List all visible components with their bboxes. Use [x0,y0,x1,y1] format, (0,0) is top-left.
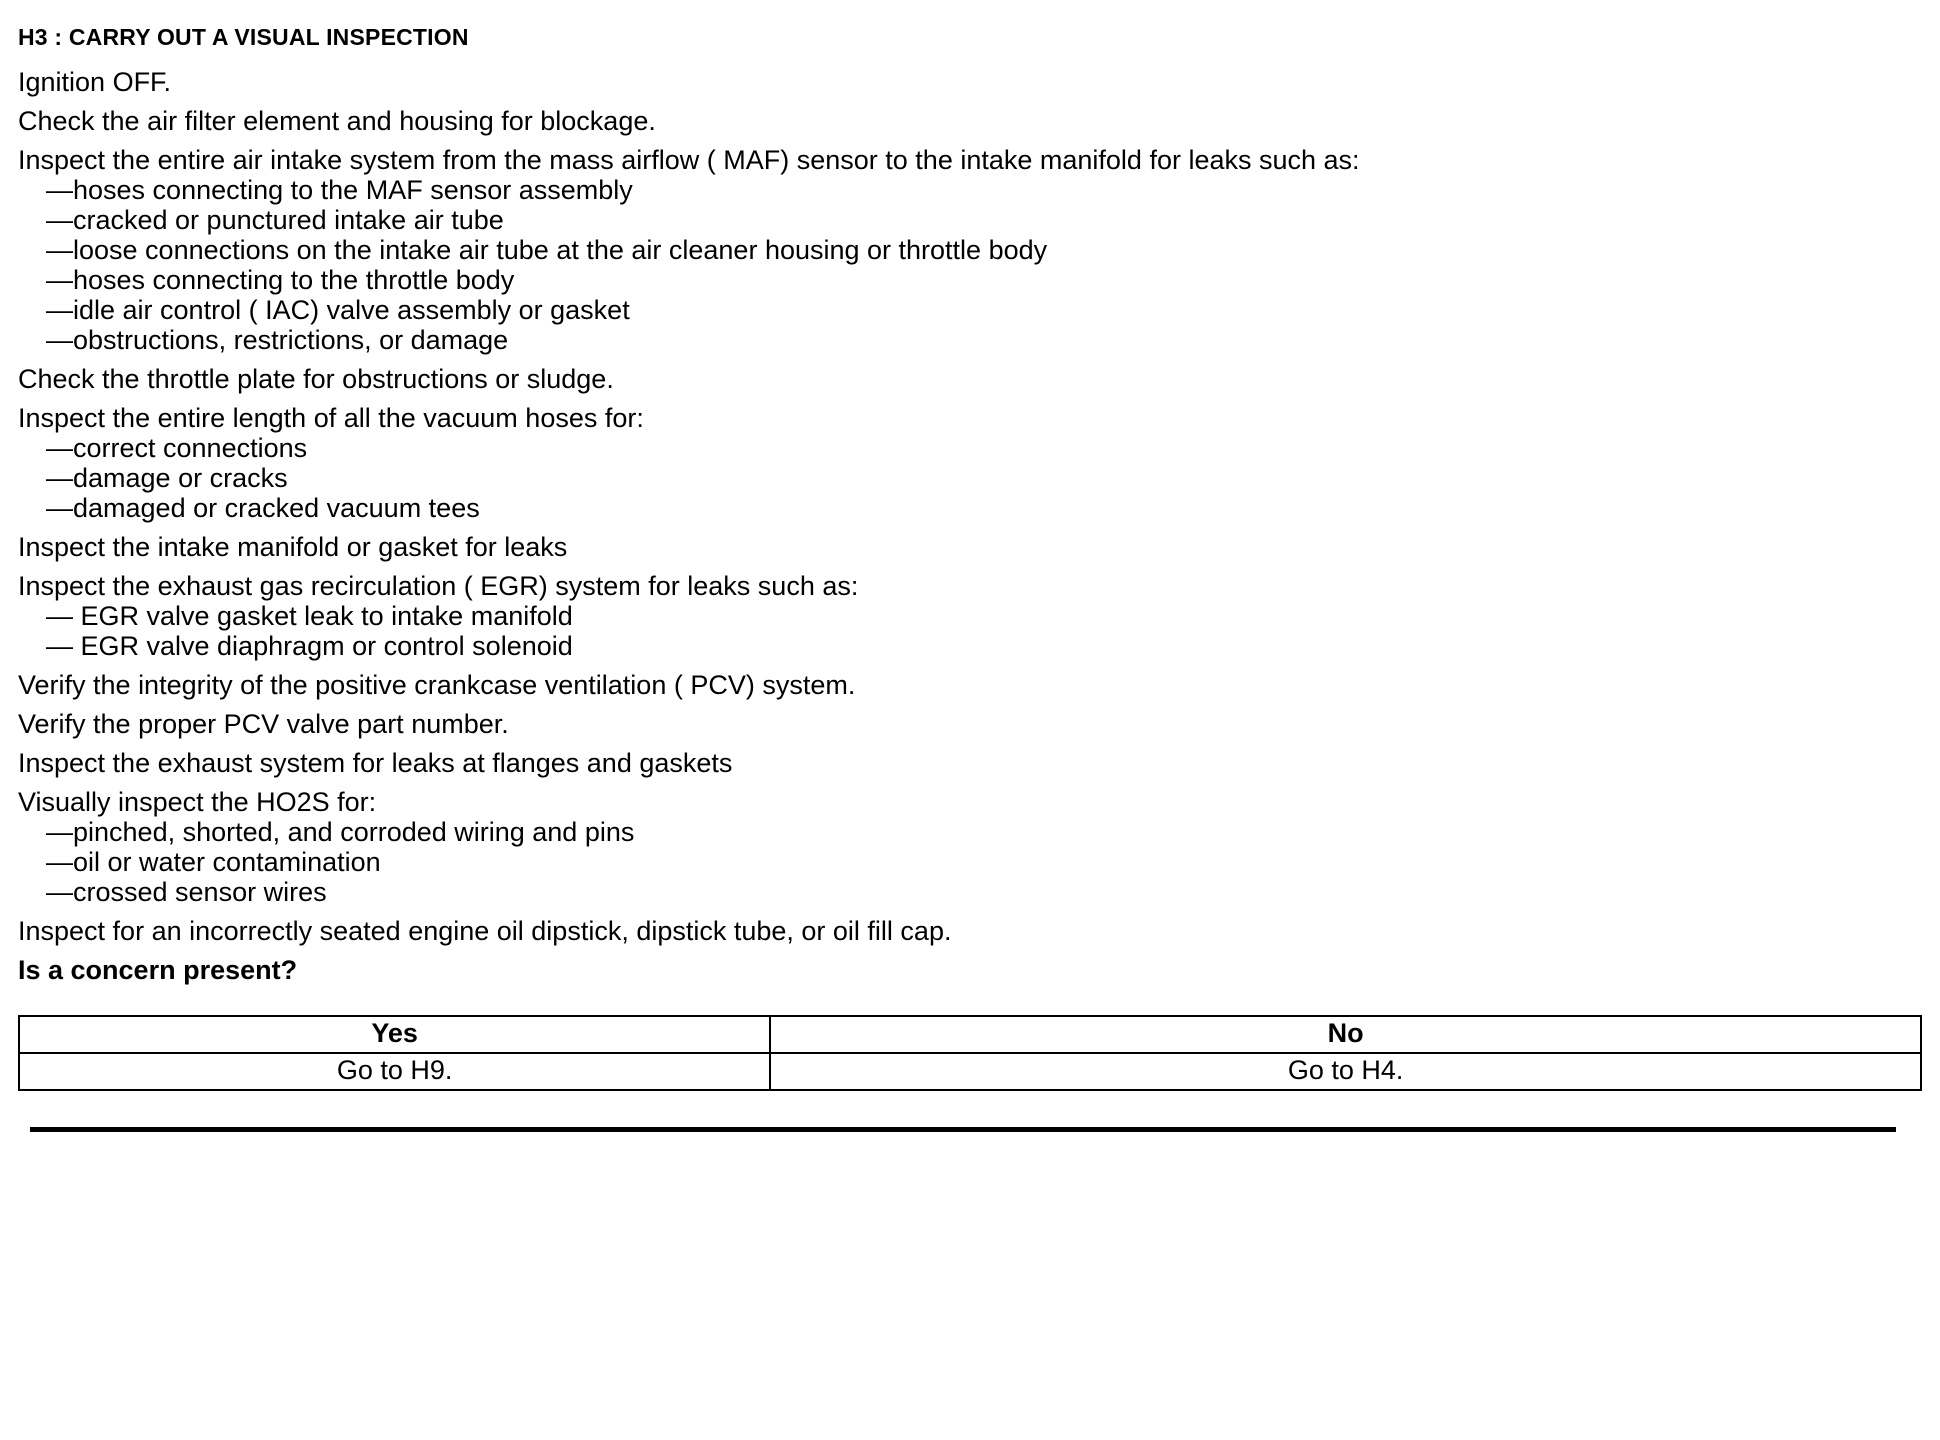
procedure-list-item: —hoses connecting to the MAF sensor assembly [46,175,633,205]
procedure-line: Verify the proper PCV valve part number. [18,709,509,739]
section-divider [30,1127,1896,1132]
procedure-line: Inspect for an incorrectly seated engine oil dipstick, dipstick tube, or oil fill cap. [18,916,952,946]
procedure-list-item: —crossed sensor wires [46,877,327,907]
procedure-line: Inspect the entire air intake system from the mass airflow ( MAF) sensor to the intake manifold for leaks such as: [18,145,1360,175]
procedure-list-item: — EGR valve gasket leak to intake manifold [46,601,573,631]
decision-action-yes: Go to H9. [19,1053,770,1090]
procedure-list-item: —pinched, shorted, and corroded wiring and pins [46,817,635,847]
section-title: H3 : CARRY OUT A VISUAL INSPECTION [18,24,469,50]
procedure-list-item: —correct connections [46,433,308,463]
procedure-line: Check the air filter element and housing for blockage. [18,106,656,136]
procedure-line: Verify the integrity of the positive crankcase ventilation ( PCV) system. [18,670,856,700]
decision-action-no: Go to H4. [770,1053,1921,1090]
procedure-list-item: —idle air control ( IAC) valve assembly or gasket [46,295,630,325]
procedure-list-item: —loose connections on the intake air tube at the air cleaner housing or throttle body [46,235,1048,265]
procedure-text [18,67,1924,985]
decision-table-row [19,1053,1921,1090]
procedure-list-item: —obstructions, restrictions, or damage [46,325,509,355]
procedure-line: Inspect the entire length of all the vacuum hoses for: [18,403,644,433]
decision-table-header-row [19,1016,1921,1053]
procedure-line: Inspect the intake manifold or gasket for leaks [18,532,568,562]
procedure-list-item: —damaged or cracked vacuum tees [46,493,480,523]
procedure-line: Inspect the exhaust system for leaks at flanges and gaskets [18,748,733,778]
procedure-line: Visually inspect the HO2S for: [18,787,377,817]
procedure-list-item: —oil or water contamination [46,847,381,877]
decision-question: Is a concern present? [18,955,298,985]
procedure-line: Check the throttle plate for obstructions or sludge. [18,364,614,394]
procedure-list-item: —hoses connecting to the throttle body [46,265,515,295]
decision-header-no: No [770,1016,1921,1053]
decision-table [18,1015,1922,1091]
procedure-list-item: —cracked or punctured intake air tube [46,205,504,235]
decision-header-yes: Yes [19,1016,770,1053]
procedure-line: Ignition OFF. [18,67,172,97]
procedure-list-item: —damage or cracks [46,463,288,493]
procedure-list-item: — EGR valve diaphragm or control solenoid [46,631,573,661]
procedure-line: Inspect the exhaust gas recirculation ( EGR) system for leaks such as: [18,571,859,601]
